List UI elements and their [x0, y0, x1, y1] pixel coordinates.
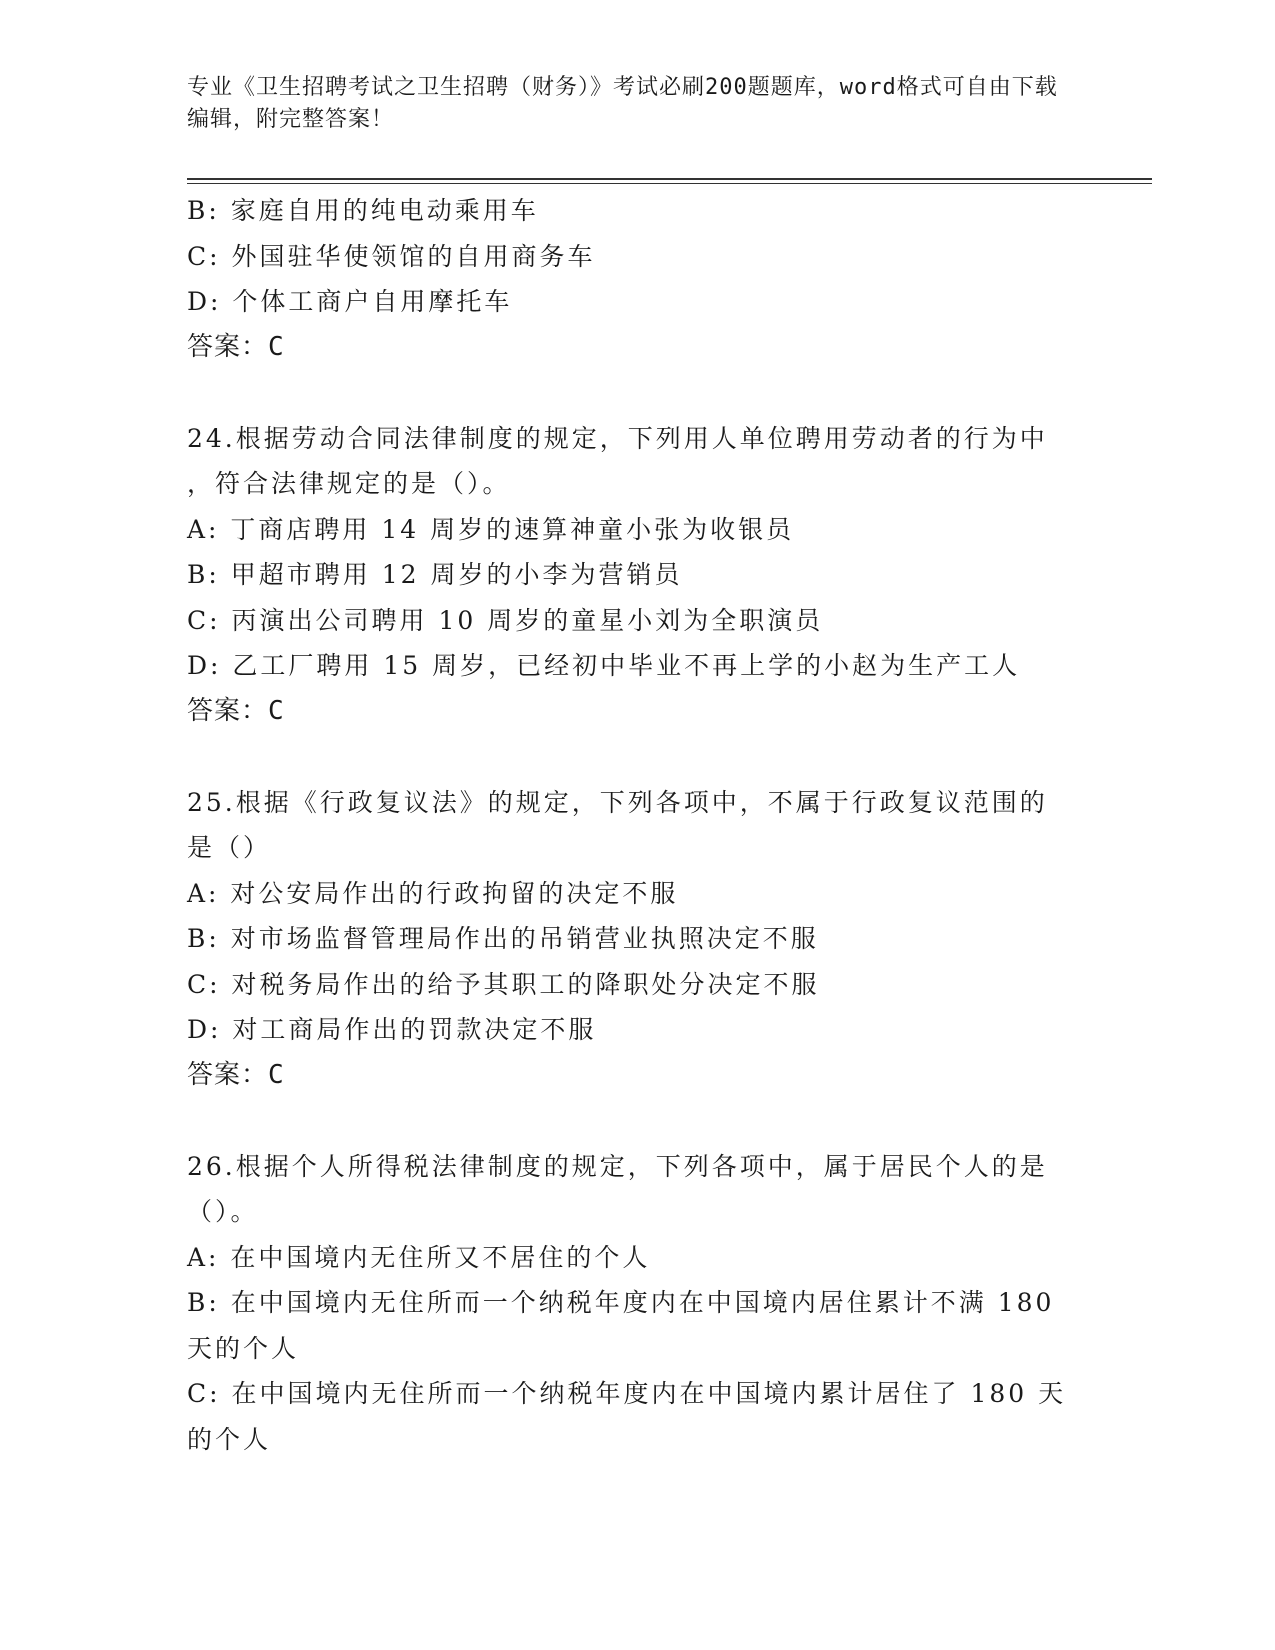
option-b: B: 在中国境内无住所而一个纳税年度内在中国境内居住累计不满 180: [187, 1288, 1055, 1317]
question-26: [187, 1144, 1067, 1463]
option-b: B: 甲超市聘用 12 周岁的小李为营销员: [187, 560, 683, 589]
option-a: A: 丁商店聘用 14 周岁的速算神童小张为收银员: [187, 514, 795, 544]
answer-line: [187, 689, 1067, 735]
question-24: [187, 416, 1067, 735]
header-divider: [187, 178, 1152, 180]
question-stem: 26.根据个人所得税法律制度的规定，下列各项中，属于居民个人的是: [187, 1151, 1048, 1181]
answer-line: [187, 1053, 1067, 1099]
option-d: D: 对工商局作出的罚款决定不服: [187, 1015, 597, 1044]
question-stem-continued: 是（）: [187, 833, 272, 862]
spacer: [187, 1098, 1067, 1144]
option-d: D: 个体工商户自用摩托车: [187, 287, 513, 316]
question-stem-continued: （）。: [187, 1197, 259, 1226]
header-divider-thin: [187, 183, 1152, 184]
question-stem: 25.根据《行政复议法》的规定，下列各项中，不属于行政复议范围的: [187, 787, 1048, 817]
answer-value: C: [268, 331, 285, 362]
answer-label: 答案：: [187, 695, 269, 726]
answer-line: [187, 325, 1067, 371]
question-fragment-23: [187, 188, 1067, 370]
document-body: [187, 188, 1067, 1462]
spacer: [187, 370, 1067, 416]
option-a: A: 对公安局作出的行政拘留的决定不服: [187, 878, 679, 908]
answer-label: 答案：: [187, 331, 269, 362]
option-a: A: 在中国境内无住所又不居住的个人: [187, 1242, 651, 1272]
option-c: C: 对税务局作出的给予其职工的降职处分决定不服: [187, 969, 820, 999]
answer-value: C: [268, 1059, 285, 1090]
option-c: C: 外国驻华使领馆的自用商务车: [187, 241, 596, 271]
option-c: C: 丙演出公司聘用 10 周岁的童星小刘为全职演员: [187, 605, 824, 635]
option-d: D: 乙工厂聘用 15 周岁，已经初中毕业不再上学的小赵为生产工人: [187, 651, 1021, 680]
answer-value: C: [268, 695, 285, 726]
document-header: 专业《卫生招聘考试之卫生招聘（财务）》考试必刷200题题库，word格式可自由下载编辑，附完整答案！: [187, 75, 1058, 132]
option-c: C: 在中国境内无住所而一个纳税年度内在中国境内累计居住了 180 天: [187, 1379, 1067, 1408]
option-b: B: 家庭自用的纯电动乘用车: [187, 196, 539, 225]
question-25: [187, 780, 1067, 1099]
option-b: B: 对市场监督管理局作出的吊销营业执照决定不服: [187, 924, 819, 953]
answer-label: 答案：: [187, 1059, 269, 1090]
spacer: [187, 734, 1067, 780]
question-stem-continued: ，符合法律规定的是（）。: [187, 469, 511, 498]
question-stem: 24.根据劳动合同法律制度的规定，下列用人单位聘用劳动者的行为中: [187, 423, 1048, 453]
option-b-continued: 天的个人: [187, 1333, 300, 1363]
option-c-continued: 的个人: [187, 1424, 272, 1454]
